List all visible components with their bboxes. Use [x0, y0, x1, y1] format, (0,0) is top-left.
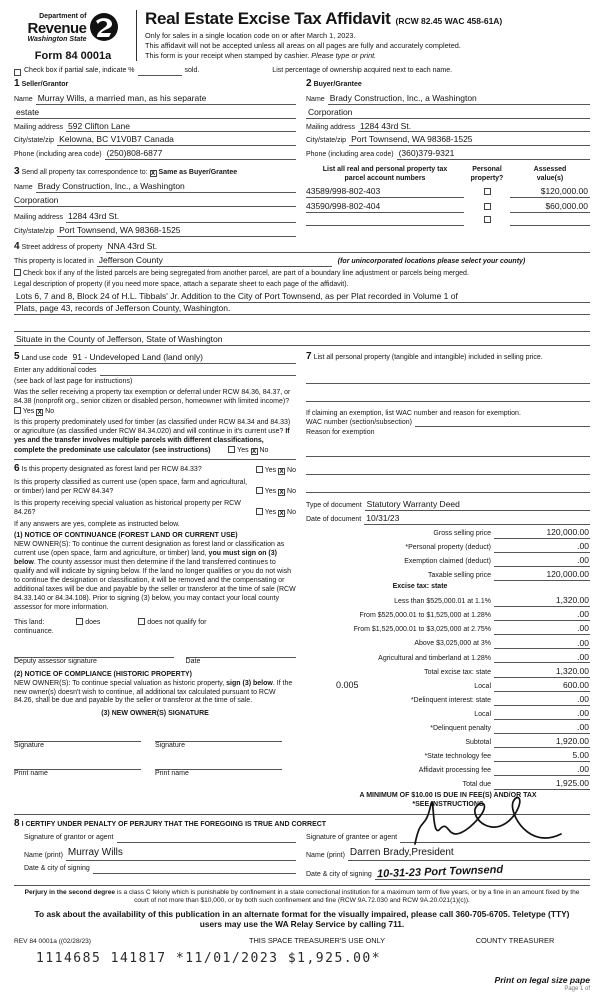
buyer-phone-field[interactable]: (360)379-9321 [397, 148, 590, 160]
legal-description-line-3[interactable] [14, 322, 590, 332]
reason-line-3[interactable] [306, 483, 590, 493]
tier2-tax-field[interactable]: .00 [494, 609, 590, 621]
deputy-date-label: Date [185, 657, 201, 665]
perjury-notice: Perjury in the second degree is a class C felony which is punishable by confinement in a state correctional institution for a maximum term of five years, or by a fine in an amount fixed by the court of not more than $10,000, or by both such confinement and fine (RCW 9A.72.030 and RCW 9A.20.021(1)(c)). [24, 888, 580, 905]
grantee-name-field[interactable]: Darren Brady,President [348, 847, 590, 861]
notice-continuance-title: (1) NOTICE OF CONTINUANCE (FOREST LAND OR CURRENT USE) [14, 532, 238, 540]
tier3-tax-field[interactable]: .00 [494, 623, 590, 635]
grantor-signature-field[interactable] [117, 834, 296, 843]
county-treasurer-label: COUNTY TREASURER [475, 936, 555, 946]
local-rate-value: 0.005 [336, 680, 359, 691]
signature-label: Signature [14, 742, 44, 750]
assessed-value-col-header: Assessed value(s) [533, 166, 567, 183]
notice-continuance-body: NEW OWNER(S): To continue the current designation as forest land or classification as current use (open space, farm and agriculture, or timber) land, you must sign on (3) below. The county assessor must then determine if the land transferred continues to qualify and will indicate by signing below. If the land no longer qualifies or you do not wish to continue the designation or classification, it will be removed and the compensating or additional taxes will be due and payable by the seller or transferor at the time of sale (RCW 84.33.140 or 84.34.108). Prior to signing (3) below, you may contact your local county assessor for more information. [14, 541, 296, 611]
personal-property-col-header: Personal property? [470, 166, 504, 183]
tier1-tax-field[interactable]: 1,320.00 [494, 595, 590, 607]
section-8-certification [14, 818, 590, 882]
title-rcw-ref: (RCW 82.45 WAC 458-61A) [395, 16, 503, 26]
buyer-name-field-2[interactable]: Corporation [306, 107, 590, 119]
exemption-claim-note: If claiming an exemption, list WAC number and reason for exemption. [306, 409, 521, 417]
grantee-date-handwritten[interactable]: 10-31-23 Port Townsend [376, 863, 504, 880]
rev-number: REV 84 0001a ((02/28/23) [14, 938, 91, 946]
treasurer-stamp: 1114685 141817 *11/01/2023 $1,925.00* [36, 950, 382, 966]
print-legal-note: Print on legal size pape Page 1 of [14, 975, 590, 994]
corr-mailing-field[interactable]: 1284 43rd St. [66, 211, 296, 223]
exemption-yes-checkbox[interactable] [14, 407, 21, 414]
buyer-name-field[interactable]: Brady Construction, Inc., a Washington [328, 93, 590, 105]
section-3-correspondence [14, 166, 306, 238]
parcel-table [306, 166, 590, 238]
reason-line-1[interactable] [306, 447, 590, 457]
total-state-excise-field[interactable]: 1,320.00 [494, 666, 590, 678]
section-2-title: Buyer/Grantee [313, 81, 362, 89]
agency-name: Revenue [27, 20, 87, 38]
corr-city-label: City/state/zip [14, 227, 55, 235]
land-use-field[interactable]: 91 - Undeveloped Land (land only) [71, 352, 297, 364]
grantee-date-label: Date & city of signing [306, 870, 372, 878]
personal-property-checkbox[interactable] [484, 188, 491, 195]
section-1-number: 1 [14, 78, 20, 90]
excise-tax-state-header: Excise tax: state [392, 583, 448, 591]
form-number: Form 84 0001a [34, 49, 112, 62]
segregated-checkbox[interactable] [14, 269, 21, 276]
current-use-yes-checkbox[interactable] [256, 487, 263, 494]
partial-sale-sold-label: sold. [184, 67, 200, 75]
left-column [14, 351, 306, 810]
header-note-1: Only for sales in a single location code on or after March 1, 2023. [145, 30, 356, 40]
agency-state-label: Washington State [27, 36, 87, 44]
unincorporated-note: (for unincorporated locations please select your county) [337, 258, 526, 266]
land-does-not-checkbox[interactable] [138, 618, 145, 625]
forest-land-question: 6 Is this property designated as forest land per RCW 84.33? Yes X No [14, 463, 296, 475]
timber-question: Is this property predominately used for timber (as classified under RCW 84.34 and 84.33) or agriculture (as classified under RCW 84.34.020) and will continue in it's current use? If yes and the transfer involves multiple parcels with different classifications, complete the predominate use calculator (see instructions) Yes X No [14, 419, 291, 456]
see-instructions-note: *SEE INSTRUCTIONS [412, 801, 484, 809]
tier4-tax-field[interactable]: .00 [494, 638, 590, 650]
parcel-number-field[interactable]: 43590/998-802-404 [306, 201, 464, 213]
seller-mailing-label: Mailing address [14, 123, 64, 131]
seller-phone-label: Phone (including area code) [14, 151, 102, 159]
located-in-label: This property is located in [14, 258, 94, 266]
located-in-field[interactable]: Jefferson County [97, 255, 272, 267]
historic-no-checkbox[interactable]: X [279, 509, 284, 517]
treasurer-use-label: THIS SPACE TREASURER'S USE ONLY [248, 936, 386, 946]
dor-swirl-logo-icon [89, 12, 119, 46]
doc-type-label: Type of document [306, 502, 362, 510]
corr-name-label: Name [14, 183, 33, 191]
personal-property-line-2[interactable] [306, 392, 590, 402]
print-name-label: Print name [14, 770, 48, 778]
footer-row [14, 936, 590, 946]
parcel-row [306, 186, 590, 198]
new-owner-print-row [14, 759, 296, 779]
grantor-date-field[interactable] [93, 865, 296, 874]
signature-label: Signature [155, 742, 185, 750]
see-back-note: (see back of last page for instructions) [14, 377, 133, 385]
state-technology-fee-field[interactable]: 5.00 [494, 750, 590, 762]
seller-phone-field[interactable]: (250)808-6877 [105, 148, 296, 160]
ownership-note: List percentage of ownership acquired next to each name. [272, 67, 453, 75]
timber-no-checkbox[interactable]: X [251, 448, 257, 456]
dor-logo-block [14, 8, 132, 63]
delinquent-interest-local-field[interactable]: .00 [494, 708, 590, 720]
tax-row-label: Above $3,025,000 at 3% [414, 640, 491, 648]
legal-description-line-1[interactable]: Lots 6, 7 and 8, Block 24 of H.L. Tibbals' Jr. Addition to the City of Port Townsend, as per Plat recorded in Volume 1 of [14, 291, 590, 303]
owner-print-name-line-2[interactable] [155, 759, 282, 770]
reason-line-2[interactable] [306, 465, 590, 475]
tax-row-label: *Personal property (deduct) [405, 544, 491, 552]
notice-compliance-body: NEW OWNER(S): To continue special valuation as historic property, sign (3) below. If the new owner(s) doesn't wish to continue, all additional tax calculated pursuant to RCW 84.26, shall be due and payable by the seller or transferor at the time of sale. [14, 679, 293, 705]
corr-city-field[interactable]: Port Townsend, WA 98368-1525 [57, 225, 296, 237]
section-4-property [14, 241, 590, 346]
tax-row-label: From $525,000.01 to $1,525,000 at 1.28% [359, 612, 491, 620]
tax-row-label: Total excise tax: state [424, 668, 491, 676]
seller-mailing-field[interactable]: 592 Clifton Lane [66, 121, 296, 133]
exemption-no-checkbox[interactable]: X [37, 408, 42, 416]
parcel-col-header: List all real and personal property tax parcel account numbers [322, 166, 448, 183]
section-1-title: Seller/Grantor [21, 81, 69, 89]
subtotal-field[interactable]: 1,920.00 [494, 736, 590, 748]
header-note-2: This affidavit will not be accepted unless all areas on all pages are fully and accurately completed. [145, 41, 461, 51]
tax-row-label: Exemption claimed (deduct) [404, 558, 491, 566]
segregated-label: Check box if any of the listed parcels are being segregated from another parcel, are part of a boundary line adjustment or parcels being merged. [22, 270, 469, 278]
same-as-buyer-label: Same as Buyer/Grantee [158, 169, 238, 177]
land-does-checkbox[interactable] [76, 618, 83, 625]
agency-dept-label: Department of [39, 12, 87, 20]
this-land-row: This land: does does not qualify for continuance. [14, 618, 207, 635]
tax-row-label: Total due [462, 781, 491, 789]
grantor-name-label: Name (print) [24, 851, 63, 859]
grantee-name-label: Name (print) [306, 851, 345, 859]
header-note-3: This form is your receipt when stamped by cashier. Please type or print. [145, 51, 377, 61]
minimum-due-note: A MINIMUM OF $10.00 IS DUE IN FEE(S) AND/OR TAX [359, 792, 537, 800]
parcel-number-field[interactable] [306, 216, 464, 226]
seller-city-field[interactable]: Kelowna, BC V1V0B7 Canada [57, 134, 296, 146]
local-label: Local [474, 682, 491, 690]
form-header [14, 8, 590, 63]
delinquent-interest-state-field[interactable]: .00 [494, 694, 590, 706]
corr-name-field-2[interactable]: Corporation [14, 194, 59, 205]
seller-city-label: City/state/zip [14, 137, 55, 145]
street-address-label: Street address of property [21, 244, 103, 252]
exemption-deferral-question: Was the seller receiving a property tax exemption or deferral under RCW 84.36, 84.37, or 84.38 (nonprofit org., senior citizen or disabled person, homeowner with limited income)? Yes X No [14, 388, 291, 416]
tax-row-label: Local [474, 710, 491, 718]
tax-row-label: Gross selling price [433, 530, 491, 538]
deputy-date-line[interactable] [186, 647, 296, 658]
alternate-format-notice: To ask about the availability of this publication in an alternate format for the visually impaired, please call 360-705-6705. Teletype (TTY) users may use the WA Relay Service by calling 711. [34, 908, 570, 930]
additional-codes-field[interactable] [100, 367, 297, 376]
exemption-claimed-field[interactable]: .00 [494, 555, 590, 567]
deputy-assessor-signature-line[interactable] [14, 647, 174, 658]
taxable-selling-price-field[interactable]: 120,000.00 [494, 569, 590, 581]
personal-property-checkbox[interactable] [484, 203, 491, 210]
section-3-title: Send all property tax correspondence to: [21, 169, 148, 177]
same-as-buyer-checkbox[interactable]: X [150, 170, 156, 178]
situate-line[interactable]: Situate in the County of Jefferson, State of Washington [14, 334, 590, 346]
owner-print-name-line-1[interactable] [14, 759, 141, 770]
buyer-mailing-field[interactable]: 1284 43rd St. [358, 121, 590, 133]
section-5-number: 5 [14, 350, 20, 362]
page-title: Real Estate Excise Tax Affidavit [145, 9, 391, 28]
buyer-city-field[interactable]: Port Townsend, WA 98368-1525 [349, 134, 590, 146]
tax-row-label: From $1,525,000.01 to $3,025,000 at 2.75% [353, 626, 491, 634]
personal-property-deduct-field[interactable]: .00 [494, 541, 590, 553]
seller-name-field[interactable]: Murray Wills, a married man, as his separate [36, 93, 296, 105]
section-7-title: 7 List all personal property (tangible and intangible) included in selling price. [306, 350, 543, 362]
wac-number-label: WAC number (section/subsection) [306, 418, 412, 426]
legal-description-label: Legal description of property (if you need more space, attach a separate sheet to each page of the affidavit). [14, 281, 349, 289]
grantor-date-label: Date & city of signing [24, 864, 90, 872]
section-2-buyer [306, 78, 590, 162]
affidavit-processing-fee-field[interactable]: .00 [494, 764, 590, 776]
seller-name-label: Name [14, 95, 33, 103]
gross-selling-price-field[interactable]: 120,000.00 [494, 527, 590, 539]
deputy-assessor-row [14, 647, 296, 667]
notice-compliance-title: (2) NOTICE OF COMPLIANCE (HISTORIC PROPERTY) [14, 670, 192, 678]
seller-name-field-2[interactable]: estate [14, 107, 296, 119]
header-divider [136, 10, 137, 61]
street-address-field[interactable]: NNA 43rd St. [106, 241, 591, 253]
buyer-phone-label: Phone (including area code) [306, 151, 394, 159]
owner-signature-line-2[interactable] [155, 731, 282, 742]
wac-number-field[interactable] [415, 418, 590, 427]
certify-statement: I CERTIFY UNDER PENALTY OF PERJURY THAT THE FOREGOING IS TRUE AND CORRECT [21, 821, 327, 829]
tax-row-label: Agricultural and timberland at 1.28% [378, 654, 491, 662]
buyer-name-label: Name [306, 95, 325, 103]
forest-no-checkbox[interactable]: X [279, 467, 284, 475]
doc-type-field[interactable]: Statutory Warranty Deed [365, 499, 590, 511]
print-name-label: Print name [155, 770, 189, 778]
personal-property-checkbox[interactable] [484, 216, 491, 223]
historic-yes-checkbox[interactable] [256, 508, 263, 515]
parcel-row [306, 201, 590, 213]
tax-row-label: *Delinquent penalty [430, 724, 491, 732]
current-use-question: Is this property classified as current use (open space, farm and agricultural, or timber) land per RCW 84.34? Yes X No [14, 478, 296, 496]
section-7-number: 7 [306, 350, 312, 362]
section-8-number: 8 [14, 818, 20, 830]
grantor-name-field[interactable]: Murray Wills [66, 847, 296, 861]
assessed-value-field[interactable]: $120,000.00 [510, 186, 590, 198]
reason-exemption-label: Reason for exemption [306, 429, 375, 437]
new-owners-signature-title: (3) NEW OWNER(S) SIGNATURE [101, 710, 209, 718]
historic-question: Is this property receiving special valuation as historical property per RCW 84.26? Yes X No [14, 499, 296, 517]
personal-property-line-1[interactable] [306, 374, 590, 384]
tax-row-label: *State technology fee [424, 752, 491, 760]
agricultural-tax-field[interactable]: .00 [494, 652, 590, 664]
grantor-signature-label: Signature of grantor or agent [24, 833, 114, 841]
grantee-signature-field[interactable] [400, 834, 590, 843]
partial-sale-percent-field[interactable] [138, 66, 182, 76]
right-column [306, 351, 590, 810]
current-use-no-checkbox[interactable]: X [279, 488, 284, 496]
partial-sale-checkbox[interactable] [14, 69, 21, 76]
buyer-mailing-label: Mailing address [306, 123, 356, 131]
timber-yes-checkbox[interactable] [228, 446, 235, 453]
if-any-note: If any answers are yes, complete as instructed below. [14, 520, 180, 528]
assessed-value-field[interactable]: $60,000.00 [510, 201, 590, 213]
grantee-signature-label: Signature of grantee or agent [306, 833, 398, 841]
tax-row-label: Affidavit processing fee [418, 767, 491, 775]
parcel-row [306, 216, 590, 226]
deputy-assessor-label: Deputy assessor signature [14, 657, 97, 665]
new-owner-signature-row [14, 731, 296, 751]
owner-signature-line-1[interactable] [14, 731, 141, 742]
corr-name-field[interactable]: Brady Construction, Inc., a Washington [36, 181, 296, 193]
located-in-field-extra[interactable] [272, 258, 332, 267]
corr-mailing-label: Mailing address [14, 213, 64, 221]
section-6-number: 6 [14, 463, 20, 475]
section-3-number: 3 [14, 166, 20, 178]
partial-sale-label: Check box if partial sale, indicate % [24, 67, 135, 75]
parcel-number-field[interactable]: 43589/998-802-403 [306, 186, 464, 198]
total-due-field[interactable]: 1,925.00 [494, 778, 590, 790]
delinquent-penalty-field[interactable]: .00 [494, 722, 590, 734]
page-number: Page 1 of [564, 986, 590, 993]
tax-row-label: Subtotal [465, 738, 491, 746]
tax-row-label: *Delinquent interest: state [410, 696, 491, 704]
tax-row-label: Taxable selling price [427, 572, 491, 580]
legal-description-line-2[interactable]: Plats, page 43, records of Jefferson County, Washington. [14, 303, 590, 315]
section-4-number: 4 [14, 240, 20, 252]
doc-date-field[interactable]: 10/31/23 [364, 513, 590, 525]
section-2-number: 2 [306, 78, 312, 90]
buyer-city-label: City/state/zip [306, 137, 347, 145]
section-1-seller [14, 78, 306, 162]
tax-row-label: Less than $525,000.01 at 1.1% [394, 598, 491, 606]
assessed-value-field[interactable] [510, 216, 590, 226]
land-use-label: Land use code [21, 354, 68, 362]
additional-codes-label: Enter any additional codes [14, 366, 97, 374]
doc-date-label: Date of document [306, 516, 362, 524]
local-tax-field[interactable]: 600.00 [494, 680, 590, 692]
forest-yes-checkbox[interactable] [256, 466, 263, 473]
